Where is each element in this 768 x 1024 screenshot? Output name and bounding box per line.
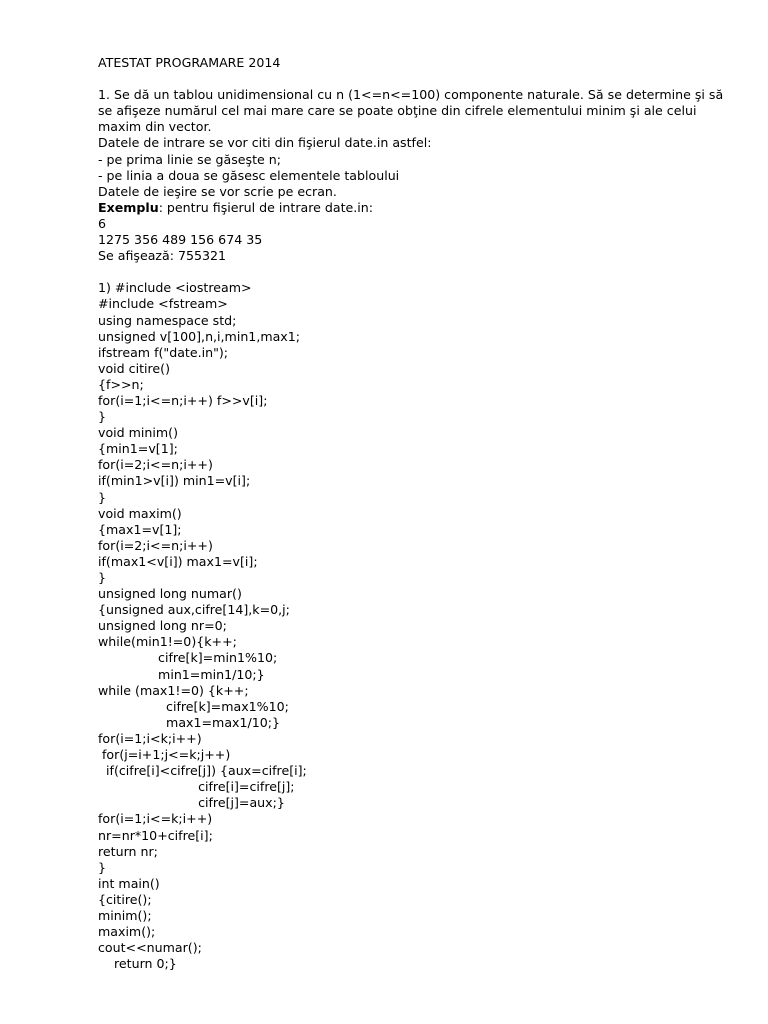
code-line: } [98, 409, 107, 425]
code-line: return nr; [98, 843, 158, 859]
code-line: maxim(); [98, 924, 156, 940]
example-text: : pentru fişierul de intrare date.in: [158, 199, 373, 215]
code-line: ifstream f("date.in"); [98, 344, 229, 360]
output-note: Datele de ieşire se vor scrie pe ecran. [98, 183, 337, 199]
problem-statement: 1. Se dă un tablou unidimensional cu n (1<=n<=100) componente naturale. Să se determine şi să se afişeze numărul cel mai mare care se poate obţine din cifrele elementului minim şi ale celui maxim din vector. [98, 87, 724, 135]
code-block [98, 280, 738, 972]
code-line: while(min1!=0){k++; [98, 634, 237, 650]
code-line: void maxim() [98, 505, 182, 521]
input-line-2: - pe linia a doua se găsesc elementele tabloului [98, 167, 400, 183]
code-line: cifre[i]=cifre[j]; [98, 779, 295, 795]
code-line: unsigned long nr=0; [98, 618, 227, 634]
code-line: {unsigned aux,cifre[14],k=0,j; [98, 602, 290, 618]
code-line: cifre[k]=min1%10; [98, 650, 278, 666]
example-n: 6 [98, 215, 107, 231]
code-line: int main() [98, 875, 160, 891]
code-line: } [98, 489, 107, 505]
code-line: unsigned long numar() [98, 586, 242, 602]
code-line: 1) #include <iostream> [98, 280, 252, 296]
code-line: for(i=1;i<=k;i++) [98, 811, 213, 827]
code-line: return 0;} [98, 956, 177, 972]
code-line: while (max1!=0) {k++; [98, 682, 249, 698]
code-line: for(i=1;i<=n;i++) f>>v[i]; [98, 392, 268, 408]
code-line: void minim() [98, 425, 178, 441]
code-line: unsigned v[100],n,i,min1,max1; [98, 328, 301, 344]
code-line: nr=nr*10+cifre[i]; [98, 827, 213, 843]
code-line: for(j=i+1;j<=k;j++) [98, 747, 231, 763]
code-line: } [98, 570, 107, 585]
code-line: void citire() [98, 360, 170, 376]
code-line: using namespace std; [98, 312, 237, 328]
code-line: for(i=1;i<k;i++) [98, 730, 202, 746]
example-label: Exemplu [98, 199, 159, 215]
code-line: cifre[k]=max1%10; [98, 698, 289, 714]
document-title: ATESTAT PROGRAMARE 2014 [98, 55, 281, 70]
code-line: min1=min1/10;} [98, 666, 265, 682]
spacer [98, 264, 738, 280]
code-line: if(min1>v[i]) min1=v[i]; [98, 473, 251, 489]
code-line: {max1=v[1]; [98, 521, 182, 537]
example-values: 1275 356 489 156 674 35 [98, 232, 263, 248]
code-line: cifre[j]=aux;} [98, 795, 285, 811]
code-line: {citire(); [98, 891, 152, 907]
input-intro: Datele de intrare se vor citi din fişierul date.in astfel: [98, 135, 432, 151]
spacer [98, 71, 738, 87]
code-line: if(max1<v[i]) max1=v[i]; [98, 553, 258, 569]
code-line: max1=max1/10;} [98, 714, 281, 730]
example-output: Se afişează: 755321 [98, 248, 227, 264]
code-line: for(i=2;i<=n;i++) [98, 457, 213, 473]
code-line: if(cifre[i]<cifre[j]) {aux=cifre[i]; [98, 763, 307, 779]
code-line: } [98, 859, 107, 875]
code-line: #include <fstream> [98, 296, 228, 312]
code-line: minim(); [98, 907, 152, 923]
input-line-1: - pe prima linie se găseşte n; [98, 151, 281, 167]
document-page [98, 55, 738, 972]
code-line: {min1=v[1]; [98, 441, 178, 457]
code-line: {f>>n; [98, 376, 144, 392]
code-line: for(i=2;i<=n;i++) [98, 537, 213, 553]
example-line [98, 200, 738, 216]
code-line: cout<<numar(); [98, 940, 202, 956]
